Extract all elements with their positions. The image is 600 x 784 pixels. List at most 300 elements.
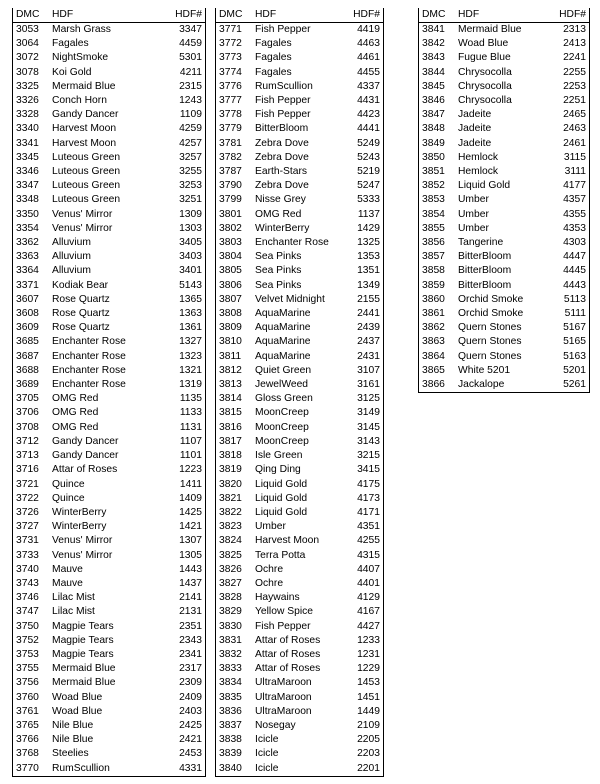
- hdf-number-cell: 2439: [357, 322, 380, 334]
- table-row: [13, 236, 205, 250]
- hdf-name-cell: Magpie Tears: [52, 634, 114, 646]
- table-row: [216, 321, 383, 335]
- dmc-cell: 3341: [16, 137, 39, 149]
- hdf-number-cell: 4129: [357, 592, 380, 604]
- dmc-cell: 3607: [16, 293, 39, 305]
- dmc-cell: 3836: [219, 705, 242, 717]
- hdf-number-cell: 1421: [179, 521, 202, 533]
- dmc-cell: 3806: [219, 279, 242, 291]
- table-row: [13, 463, 205, 477]
- dmc-cell: 3844: [422, 66, 445, 78]
- hdf-name-cell: Ochre: [255, 577, 284, 589]
- table-row: [13, 662, 205, 676]
- hdf-name-cell: BitterBloom: [458, 279, 512, 291]
- hdf-number-cell: 3253: [179, 180, 202, 192]
- dmc-cell: 3834: [219, 677, 242, 689]
- dmc-cell: 3064: [16, 38, 39, 50]
- dmc-cell: 3747: [16, 606, 39, 618]
- hdf-name-cell: Liquid Gold: [255, 492, 308, 504]
- dmc-cell: 3858: [422, 265, 445, 277]
- table-row: [419, 80, 589, 94]
- hdf-name-cell: Liquid Gold: [458, 180, 511, 192]
- hdf-number-cell: 2313: [563, 24, 586, 35]
- table-row: [216, 662, 383, 676]
- hdf-name-cell: Umber: [255, 521, 286, 533]
- hdf-name-cell: Nile Blue: [52, 734, 94, 746]
- hdf-name-cell: NightSmoke: [52, 52, 109, 64]
- dmc-cell: 3340: [16, 123, 39, 135]
- hdf-number-cell: 1409: [179, 492, 202, 504]
- hdf-name-cell: Fagales: [255, 52, 292, 64]
- hdf-name-cell: Sea Pinks: [255, 265, 302, 277]
- table-row: [419, 51, 589, 65]
- table-row: [216, 279, 383, 293]
- table-row: [216, 676, 383, 690]
- hdf-number-cell: 5261: [563, 379, 586, 391]
- hdf-name-cell: Rose Quartz: [52, 293, 110, 305]
- dmc-cell: 3350: [16, 208, 39, 220]
- table-row: [216, 350, 383, 364]
- table-row: [419, 364, 589, 378]
- table-row: [419, 335, 589, 349]
- hdf-name-cell: BitterBloom: [458, 251, 512, 263]
- dmc-cell: 3727: [16, 521, 39, 533]
- table-row: [13, 250, 205, 264]
- table-row: [13, 279, 205, 293]
- dmc-cell: 3830: [219, 620, 242, 632]
- hdf-name-cell: OMG Red: [52, 393, 99, 405]
- dmc-cell: 3733: [16, 549, 39, 561]
- hdf-number-cell: 3347: [179, 24, 202, 35]
- dmc-cell: 3845: [422, 80, 445, 92]
- dmc-cell: 3752: [16, 634, 39, 646]
- table-row: [216, 122, 383, 136]
- hdf-number-cell: 1131: [179, 421, 202, 433]
- hdf-number-cell: 2241: [563, 52, 586, 64]
- table-row: [419, 151, 589, 165]
- header-dmc: DMC: [419, 8, 458, 23]
- hdf-number-cell: 1411: [179, 478, 202, 490]
- table-row: [216, 534, 383, 548]
- hdf-number-cell: 2255: [563, 66, 586, 78]
- table-row: [419, 279, 589, 293]
- dmc-cell: 3840: [219, 762, 242, 774]
- dmc-cell: 3837: [219, 719, 242, 731]
- hdf-name-cell: Jadeite: [458, 123, 492, 135]
- hdf-name-cell: Jadeite: [458, 137, 492, 149]
- hdf-number-cell: 4459: [179, 38, 202, 50]
- dmc-cell: 3863: [422, 336, 445, 348]
- dmc-cell: 3843: [422, 52, 445, 64]
- table-row: [419, 208, 589, 222]
- hdf-number-cell: 1429: [357, 222, 380, 234]
- hdf-number-cell: 5333: [357, 194, 380, 206]
- hdf-name-cell: Hemlock: [458, 166, 499, 178]
- table-row: [419, 250, 589, 264]
- hdf-name-cell: Marsh Grass: [52, 24, 111, 35]
- hdf-number-cell: 1243: [179, 95, 202, 107]
- hdf-number-cell: 1449: [357, 705, 380, 717]
- table-row: [216, 51, 383, 65]
- hdf-name-cell: Kodiak Bear: [52, 279, 109, 291]
- hdf-name-cell: Rose Quartz: [52, 308, 110, 320]
- hdf-name-cell: UltraMaroon: [255, 677, 312, 689]
- hdf-name-cell: Quern Stones: [458, 350, 522, 362]
- hdf-number-cell: 2441: [357, 308, 380, 320]
- dmc-cell: 3849: [422, 137, 445, 149]
- dmc-cell: 3765: [16, 719, 39, 731]
- header-hdf-num: HDF#: [550, 8, 589, 23]
- dmc-cell: 3721: [16, 478, 39, 490]
- table-body: [216, 23, 383, 776]
- table-row: [13, 563, 205, 577]
- dmc-cell: 3815: [219, 407, 242, 419]
- hdf-name-cell: Rose Quartz: [52, 322, 110, 334]
- hdf-number-cell: 4259: [179, 123, 202, 135]
- hdf-name-cell: Quince: [52, 492, 85, 504]
- hdf-name-cell: Luteous Green: [52, 166, 121, 178]
- table-row: [13, 478, 205, 492]
- table-row: [13, 421, 205, 435]
- table-row: [13, 378, 205, 392]
- hdf-name-cell: Mermaid Blue: [52, 677, 116, 689]
- dmc-cell: 3768: [16, 748, 39, 760]
- hdf-name-cell: Yellow Spice: [255, 606, 314, 618]
- table-row: [13, 335, 205, 349]
- dmc-cell: 3839: [219, 748, 242, 760]
- hdf-number-cell: 1233: [357, 634, 380, 646]
- dmc-cell: 3855: [422, 222, 445, 234]
- dmc-cell: 3770: [16, 762, 39, 774]
- hdf-number-cell: 2431: [357, 350, 380, 362]
- hdf-name-cell: Alluvium: [52, 237, 91, 249]
- table-row: [216, 307, 383, 321]
- dmc-cell: 3773: [219, 52, 242, 64]
- hdf-number-cell: 4175: [357, 478, 380, 490]
- table-row: [13, 747, 205, 761]
- hdf-number-cell: 3215: [357, 450, 380, 462]
- table-row: [216, 250, 383, 264]
- dmc-cell: 3819: [219, 464, 242, 476]
- hdf-number-cell: 4419: [357, 24, 380, 35]
- hdf-name-cell: Sea Pinks: [255, 251, 302, 263]
- hdf-number-cell: 2463: [563, 123, 586, 135]
- hdf-number-cell: 1361: [179, 322, 202, 334]
- dmc-cell: 3865: [422, 364, 445, 376]
- hdf-name-cell: Enchanter Rose: [52, 350, 126, 362]
- table-row: [13, 151, 205, 165]
- hdf-name-cell: OMG Red: [52, 407, 99, 419]
- hdf-name-cell: Koi Gold: [52, 66, 92, 78]
- hdf-number-cell: 1437: [179, 577, 202, 589]
- table-row: [13, 122, 205, 136]
- hdf-number-cell: 4407: [357, 563, 380, 575]
- table-body: [419, 23, 589, 393]
- table-row: [216, 478, 383, 492]
- hdf-name-cell: Luteous Green: [52, 180, 121, 192]
- table-row: [216, 335, 383, 349]
- hdf-number-cell: 3403: [179, 251, 202, 263]
- hdf-number-cell: 4431: [357, 95, 380, 107]
- dmc-cell: 3760: [16, 691, 39, 703]
- hdf-number-cell: 2413: [563, 38, 586, 50]
- hdf-name-cell: Fagales: [255, 66, 292, 78]
- dmc-cell: 3828: [219, 592, 242, 604]
- hdf-name-cell: Liquid Gold: [255, 478, 308, 490]
- dmc-cell: 3787: [219, 166, 242, 178]
- dmc-cell: 3716: [16, 464, 39, 476]
- header-hdf-num: HDF#: [166, 8, 205, 23]
- hdf-name-cell: Chrysocolla: [458, 80, 512, 92]
- hdf-name-cell: Icicle: [255, 734, 279, 746]
- hdf-number-cell: 3149: [357, 407, 380, 419]
- table-row: [13, 392, 205, 406]
- hdf-name-cell: Venus' Mirror: [52, 535, 113, 547]
- table-row: [419, 350, 589, 364]
- hdf-name-cell: Orchid Smoke: [458, 308, 524, 320]
- hdf-number-cell: 4337: [357, 80, 380, 92]
- hdf-number-cell: 1325: [357, 237, 380, 249]
- hdf-name-cell: Fish Pepper: [255, 620, 311, 632]
- dmc-cell: 3774: [219, 66, 242, 78]
- hdf-name-cell: Zebra Dove: [255, 137, 309, 149]
- hdf-number-cell: 5201: [563, 364, 586, 376]
- hdf-name-cell: Harvest Moon: [52, 137, 117, 149]
- hdf-number-cell: 5111: [564, 308, 586, 320]
- table-row: [13, 364, 205, 378]
- table-row: [13, 762, 205, 776]
- dmc-cell: 3782: [219, 151, 242, 163]
- table-row: [216, 520, 383, 534]
- hdf-number-cell: 1309: [179, 208, 202, 220]
- table-row: [216, 66, 383, 80]
- hdf-number-cell: 2453: [179, 748, 202, 760]
- table-row: [419, 165, 589, 179]
- hdf-number-cell: 3115: [563, 151, 586, 163]
- table: [216, 8, 383, 776]
- table-row: [13, 193, 205, 207]
- dmc-cell: 3821: [219, 492, 242, 504]
- table-row: [13, 37, 205, 51]
- dmc-cell: 3609: [16, 322, 39, 334]
- hdf-name-cell: Jackalope: [458, 379, 505, 391]
- hdf-name-cell: UltraMaroon: [255, 705, 312, 717]
- hdf-number-cell: 4167: [357, 606, 380, 618]
- hdf-name-cell: UltraMaroon: [255, 691, 312, 703]
- hdf-number-cell: 3405: [179, 237, 202, 249]
- hdf-name-cell: Gandy Dancer: [52, 435, 119, 447]
- dmc-cell: 3864: [422, 350, 445, 362]
- table-row: [13, 293, 205, 307]
- hdf-number-cell: 5163: [563, 350, 586, 362]
- dmc-cell: 3345: [16, 151, 39, 163]
- dmc-cell: 3818: [219, 450, 242, 462]
- hdf-number-cell: 3251: [179, 194, 202, 206]
- hdf-name-cell: Zebra Dove: [255, 151, 309, 163]
- hdf-name-cell: AquaMarine: [255, 350, 311, 362]
- hdf-name-cell: Quince: [52, 478, 85, 490]
- hdf-number-cell: 2425: [179, 719, 202, 731]
- dmc-cell: 3687: [16, 350, 39, 362]
- table-row: [216, 193, 383, 207]
- table-row: [419, 66, 589, 80]
- hdf-name-cell: Chrysocolla: [458, 66, 512, 78]
- table-row: [13, 605, 205, 619]
- table-row: [216, 449, 383, 463]
- hdf-number-cell: 2253: [563, 80, 586, 92]
- hdf-number-cell: 2343: [179, 634, 202, 646]
- hdf-number-cell: 2341: [179, 648, 202, 660]
- hdf-number-cell: 4173: [357, 492, 380, 504]
- table-row: [13, 676, 205, 690]
- dmc-cell: 3346: [16, 166, 39, 178]
- header-dmc: DMC: [13, 8, 52, 23]
- hdf-name-cell: Venus' Mirror: [52, 222, 113, 234]
- hdf-number-cell: 2141: [179, 592, 202, 604]
- dmc-cell: 3861: [422, 308, 445, 320]
- dmc-cell: 3743: [16, 577, 39, 589]
- dmc-cell: 3860: [422, 293, 445, 305]
- table-row: [13, 23, 205, 38]
- dmc-cell: 3851: [422, 166, 445, 178]
- hdf-name-cell: Nile Blue: [52, 719, 94, 731]
- dmc-cell: 3802: [219, 222, 242, 234]
- table-row: [216, 23, 383, 38]
- hdf-name-cell: Harvest Moon: [52, 123, 117, 135]
- hdf-name-cell: Mauve: [52, 577, 83, 589]
- hdf-number-cell: 5249: [357, 137, 380, 149]
- hdf-number-cell: 1231: [357, 648, 380, 660]
- hdf-number-cell: 1453: [357, 677, 380, 689]
- hdf-number-cell: 4447: [563, 251, 586, 263]
- hdf-name-cell: Umber: [458, 222, 489, 234]
- hdf-name-cell: Jadeite: [458, 109, 492, 121]
- hdf-name-cell: MoonCreep: [255, 407, 309, 419]
- dmc-cell: 3801: [219, 208, 242, 220]
- dmc-cell: 3731: [16, 535, 39, 547]
- hdf-name-cell: BitterBloom: [255, 123, 309, 135]
- hdf-name-cell: Venus' Mirror: [52, 549, 113, 561]
- hdf-name-cell: Luteous Green: [52, 151, 121, 163]
- dmc-cell: 3722: [16, 492, 39, 504]
- hdf-name-cell: Qing Ding: [255, 464, 301, 476]
- dmc-cell: 3825: [219, 549, 242, 561]
- hdf-name-cell: Quiet Green: [255, 364, 312, 376]
- dmc-cell: 3841: [422, 24, 445, 35]
- hdf-number-cell: 3145: [357, 421, 380, 433]
- table-row: [216, 591, 383, 605]
- hdf-number-cell: 3143: [357, 435, 380, 447]
- conversion-table-3: [418, 8, 590, 393]
- dmc-cell: 3829: [219, 606, 242, 618]
- dmc-cell: 3846: [422, 95, 445, 107]
- dmc-cell: 3862: [422, 322, 445, 334]
- hdf-number-cell: 2461: [563, 137, 586, 149]
- dmc-cell: 3826: [219, 563, 242, 575]
- table-row: [216, 563, 383, 577]
- dmc-cell: 3776: [219, 80, 242, 92]
- table-row: [419, 193, 589, 207]
- table-row: [419, 321, 589, 335]
- hdf-number-cell: 5219: [357, 166, 380, 178]
- dmc-cell: 3799: [219, 194, 242, 206]
- hdf-number-cell: 1451: [357, 691, 380, 703]
- hdf-number-cell: 1321: [179, 364, 202, 376]
- hdf-name-cell: Mauve: [52, 563, 83, 575]
- hdf-name-cell: Mermaid Blue: [458, 24, 522, 35]
- hdf-name-cell: Luteous Green: [52, 194, 121, 206]
- table-row: [216, 94, 383, 108]
- hdf-name-cell: Mermaid Blue: [52, 80, 116, 92]
- header-hdf: HDF: [255, 8, 344, 23]
- hdf-number-cell: 2131: [179, 606, 202, 618]
- hdf-name-cell: Icicle: [255, 748, 279, 760]
- dmc-cell: 3364: [16, 265, 39, 277]
- header-row: [13, 8, 205, 23]
- hdf-name-cell: Liquid Gold: [255, 506, 308, 518]
- dmc-cell: 3813: [219, 379, 242, 391]
- hdf-name-cell: Mermaid Blue: [52, 663, 116, 675]
- table-row: [13, 108, 205, 122]
- hdf-name-cell: Magpie Tears: [52, 648, 114, 660]
- table-row: [216, 378, 383, 392]
- hdf-name-cell: Terra Potta: [255, 549, 306, 561]
- hdf-number-cell: 1319: [179, 379, 202, 391]
- table-row: [13, 307, 205, 321]
- hdf-name-cell: Attar of Roses: [255, 663, 321, 675]
- hdf-number-cell: 3255: [179, 166, 202, 178]
- hdf-name-cell: Gloss Green: [255, 393, 313, 405]
- hdf-name-cell: Alluvium: [52, 251, 91, 263]
- hdf-number-cell: 1101: [179, 450, 202, 462]
- hdf-number-cell: 4355: [563, 208, 586, 220]
- hdf-number-cell: 4257: [179, 137, 202, 149]
- hdf-number-cell: 4443: [563, 279, 586, 291]
- table-row: [13, 350, 205, 364]
- hdf-number-cell: 4423: [357, 109, 380, 121]
- hdf-name-cell: Enchanter Rose: [52, 364, 126, 376]
- table-row: [216, 577, 383, 591]
- table-row: [13, 648, 205, 662]
- hdf-name-cell: Zebra Dove: [255, 180, 309, 192]
- hdf-number-cell: 2437: [357, 336, 380, 348]
- hdf-name-cell: Umber: [458, 208, 489, 220]
- hdf-number-cell: 3401: [179, 265, 202, 277]
- dmc-cell: 3852: [422, 180, 445, 192]
- dmc-cell: 3685: [16, 336, 39, 348]
- hdf-number-cell: 4177: [563, 180, 586, 192]
- hdf-name-cell: Enchanter Rose: [52, 379, 126, 391]
- dmc-cell: 3726: [16, 506, 39, 518]
- dmc-cell: 3354: [16, 222, 39, 234]
- hdf-name-cell: Ochre: [255, 563, 284, 575]
- hdf-number-cell: 1137: [357, 208, 380, 220]
- dmc-cell: 3833: [219, 663, 242, 675]
- hdf-name-cell: Quern Stones: [458, 336, 522, 348]
- dmc-cell: 3810: [219, 336, 242, 348]
- table-row: [13, 492, 205, 506]
- header-hdf-num: HDF#: [344, 8, 383, 23]
- dmc-cell: 3816: [219, 421, 242, 433]
- dmc-cell: 3746: [16, 592, 39, 604]
- hdf-name-cell: Steelies: [52, 748, 89, 760]
- hdf-name-cell: Alluvium: [52, 265, 91, 277]
- table-row: [216, 719, 383, 733]
- hdf-name-cell: WinterBerry: [52, 521, 107, 533]
- hdf-number-cell: 1133: [179, 407, 202, 419]
- hdf-number-cell: 4351: [357, 521, 380, 533]
- dmc-cell: 3832: [219, 648, 242, 660]
